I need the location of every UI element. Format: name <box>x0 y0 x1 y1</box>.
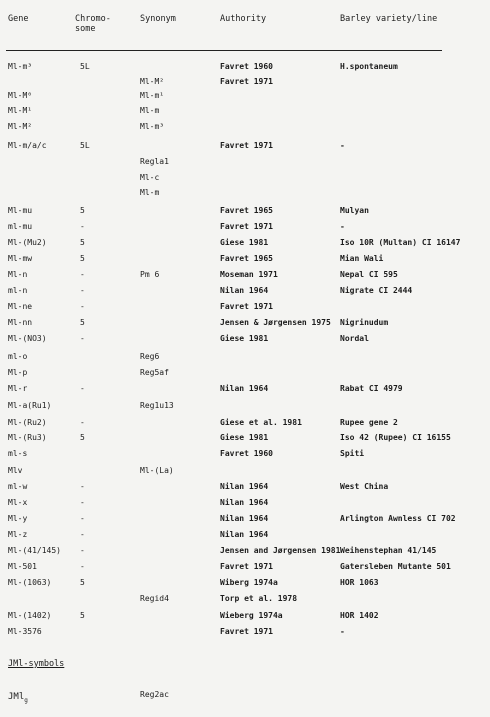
cell-gene: Ml-(1063) <box>8 578 52 587</box>
cell-gene: Ml-ne <box>8 302 33 311</box>
cell-auth: Favret 1965 <box>220 254 273 263</box>
jml-synonym: Reg2ac <box>140 690 169 699</box>
cell-gene: Ml-3576 <box>8 627 42 636</box>
cell-syn: Regid4 <box>140 594 169 603</box>
cell-auth: Nilan 1964 <box>220 514 269 523</box>
cell-var: HOR 1402 <box>340 611 379 620</box>
cell-gene: Ml-r <box>8 384 28 393</box>
cell-auth: Wieberg 1974a <box>220 611 283 620</box>
cell-gene: ml-w <box>8 482 28 491</box>
cell-gene: Ml-z <box>8 530 28 539</box>
cell-gene: Ml-x <box>8 498 28 507</box>
cell-gene: Ml-n <box>8 270 28 279</box>
cell-auth: Giese 1981 <box>220 334 269 343</box>
cell-chrom: 5 <box>80 433 85 442</box>
cell-chrom: 5 <box>80 206 85 215</box>
cell-gene: Ml-(1402) <box>8 611 52 620</box>
cell-chrom: - <box>80 286 85 295</box>
cell-chrom: - <box>80 270 85 279</box>
cell-syn: Regla1 <box>140 157 169 166</box>
cell-gene: Mlv <box>8 466 23 475</box>
cell-chrom: - <box>80 302 85 311</box>
cell-syn: Ml-c <box>140 173 160 182</box>
cell-chrom: 5 <box>80 578 85 587</box>
cell-chrom: - <box>80 334 85 343</box>
section-title: JMl-symbols <box>8 659 65 669</box>
cell-auth: Giese et al. 1981 <box>220 418 302 427</box>
header-variety: Barley variety/line <box>340 14 438 24</box>
cell-auth: Wiberg 1974a <box>220 578 278 587</box>
cell-auth: Nilan 1964 <box>220 498 269 507</box>
cell-var: Arlington Awnless CI 702 <box>340 514 456 523</box>
cell-auth: Favret 1971 <box>220 222 273 231</box>
cell-gene: ml-o <box>8 352 28 361</box>
cell-auth: Nilan 1964 <box>220 384 269 393</box>
cell-chrom: - <box>80 530 85 539</box>
header-gene: Gene <box>8 14 29 24</box>
cell-var: Spiti <box>340 449 365 458</box>
cell-var: HOR 1063 <box>340 578 379 587</box>
cell-gene: Ml-(41/145) <box>8 546 61 555</box>
cell-chrom: - <box>80 482 85 491</box>
cell-auth: Giese 1981 <box>220 433 269 442</box>
cell-gene: ml-s <box>8 449 28 458</box>
header-authority: Authority <box>220 14 267 24</box>
cell-chrom: - <box>80 418 85 427</box>
cell-gene: Ml-(NO3) <box>8 334 47 343</box>
cell-auth: Giese 1981 <box>220 238 269 247</box>
jml-gene <box>8 692 28 702</box>
cell-syn: Reg6 <box>140 352 160 361</box>
cell-auth: Favret 1965 <box>220 206 273 215</box>
cell-auth: Jensen and Jørgensen 1981 <box>220 546 341 555</box>
cell-gene: Ml-(Ru3) <box>8 433 47 442</box>
cell-gene: ml-mu <box>8 222 33 231</box>
cell-gene: Ml-mw <box>8 254 33 263</box>
cell-chrom: 5L <box>80 141 90 150</box>
cell-gene: Ml-501 <box>8 562 37 571</box>
cell-chrom: 5 <box>80 611 85 620</box>
cell-chrom: - <box>80 514 85 523</box>
cell-auth: Nilan 1964 <box>220 286 269 295</box>
cell-gene: Ml-mu <box>8 206 33 215</box>
cell-var: Iso 42 (Rupee) CI 16155 <box>340 433 451 442</box>
cell-gene: Ml-M⁰ <box>8 91 33 100</box>
jml-gene-base: JMl <box>8 692 25 702</box>
cell-gene: Ml-m/a/c <box>8 141 47 150</box>
cell-syn: Ml-m¹ <box>140 91 165 100</box>
cell-syn: Reg5af <box>140 368 169 377</box>
cell-auth: Favret 1971 <box>220 141 273 150</box>
cell-var: Rupee gene 2 <box>340 418 398 427</box>
cell-auth: Jensen & Jørgensen 1975 <box>220 318 331 327</box>
cell-gene: ml-n <box>8 286 28 295</box>
cell-var: Iso 10R (Multan) CI 16147 <box>340 238 461 247</box>
cell-auth: Favret 1971 <box>220 562 273 571</box>
cell-chrom: - <box>80 562 85 571</box>
cell-chrom: 5 <box>80 318 85 327</box>
cell-var: H.spontaneum <box>340 62 398 71</box>
cell-auth: Favret 1971 <box>220 77 273 86</box>
header-rule <box>6 50 442 51</box>
cell-gene: Ml-M¹ <box>8 106 33 115</box>
cell-chrom: 5 <box>80 238 85 247</box>
cell-chrom: - <box>80 546 85 555</box>
cell-gene: Ml-p <box>8 368 28 377</box>
cell-var: Mulyan <box>340 206 369 215</box>
cell-var: West China <box>340 482 389 491</box>
cell-syn: Reg1u13 <box>140 401 174 410</box>
cell-auth: Favret 1971 <box>220 302 273 311</box>
cell-auth: Nilan 1964 <box>220 482 269 491</box>
cell-var: - <box>340 141 345 150</box>
cell-var: Nigrinudum <box>340 318 389 327</box>
header-chromosome: Chromo- some <box>75 14 111 34</box>
cell-gene: Ml-(Mu2) <box>8 238 47 247</box>
cell-chrom: - <box>80 384 85 393</box>
cell-chrom: 5 <box>80 254 85 263</box>
cell-auth: Favret 1971 <box>220 627 273 636</box>
cell-chrom: 5L <box>80 62 90 71</box>
cell-var: Rabat CI 4979 <box>340 384 403 393</box>
cell-var: - <box>340 627 345 636</box>
cell-gene: Ml-M² <box>8 122 33 131</box>
cell-chrom: - <box>80 498 85 507</box>
cell-auth: Nilan 1964 <box>220 530 269 539</box>
cell-gene: Ml-(Ru2) <box>8 418 47 427</box>
cell-gene: Ml-nn <box>8 318 33 327</box>
cell-chrom: - <box>80 222 85 231</box>
cell-auth: Torp et al. 1978 <box>220 594 298 603</box>
cell-var: Nordal <box>340 334 369 343</box>
cell-syn: Ml-m <box>140 106 160 115</box>
cell-syn: Ml-(La) <box>140 466 174 475</box>
cell-var: Weihenstephan 41/145 <box>340 546 437 555</box>
cell-gene: Ml-y <box>8 514 28 523</box>
cell-syn: Ml-m³ <box>140 122 165 131</box>
cell-gene: Ml-m³ <box>8 62 33 71</box>
cell-var: Gatersleben Mutante 501 <box>340 562 451 571</box>
cell-auth: Favret 1960 <box>220 449 273 458</box>
cell-var: Mian Wali <box>340 254 384 263</box>
cell-syn: Pm 6 <box>140 270 160 279</box>
jml-gene-sub: g <box>24 696 28 704</box>
cell-auth: Moseman 1971 <box>220 270 278 279</box>
cell-syn: Ml-M² <box>140 77 165 86</box>
cell-auth: Favret 1960 <box>220 62 273 71</box>
header-synonym: Synonym <box>140 14 176 24</box>
cell-gene: Ml-a(Ru1) <box>8 401 52 410</box>
cell-var: - <box>340 222 345 231</box>
cell-syn: Ml-m <box>140 188 160 197</box>
cell-var: Nepal CI 595 <box>340 270 398 279</box>
cell-var: Nigrate CI 2444 <box>340 286 413 295</box>
